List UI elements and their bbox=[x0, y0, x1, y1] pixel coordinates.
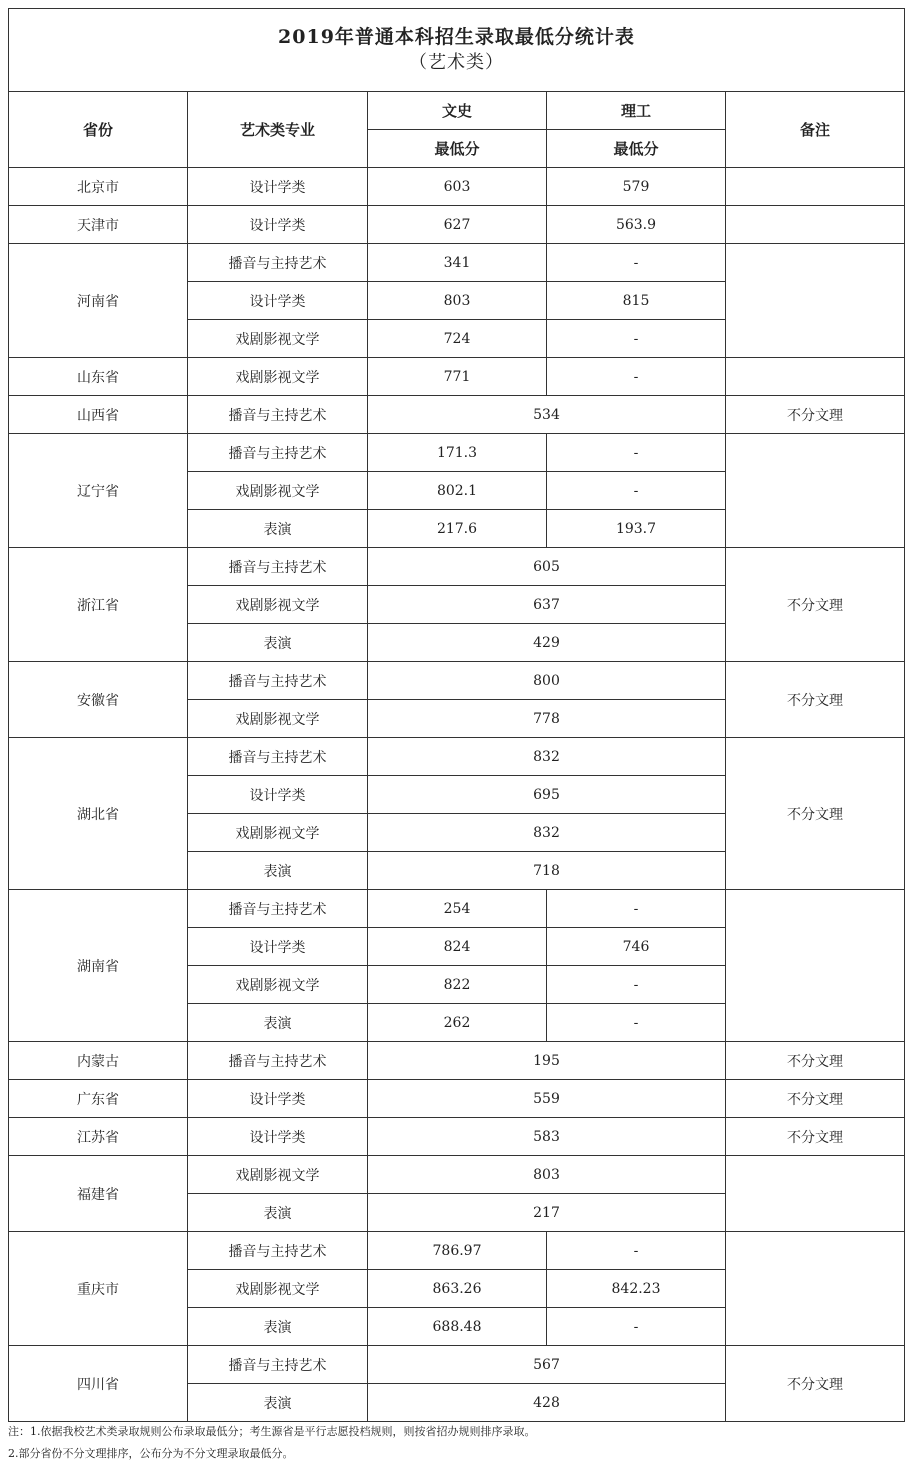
remark-cell: 不分文理 bbox=[726, 738, 905, 890]
combined-score-cell: 605 bbox=[368, 548, 726, 586]
major-cell: 表演 bbox=[188, 624, 368, 662]
province-cell: 山东省 bbox=[9, 358, 188, 396]
table-row bbox=[9, 396, 905, 434]
combined-score-cell: 429 bbox=[368, 624, 726, 662]
combined-score-cell: 695 bbox=[368, 776, 726, 814]
combined-score-cell: 559 bbox=[368, 1080, 726, 1118]
science-score-cell: - bbox=[547, 890, 726, 928]
science-score-cell: - bbox=[547, 320, 726, 358]
combined-score-cell: 778 bbox=[368, 700, 726, 738]
province-cell: 天津市 bbox=[9, 206, 188, 244]
province-cell: 安徽省 bbox=[9, 662, 188, 738]
major-cell: 戏剧影视文学 bbox=[188, 814, 368, 852]
major-cell: 播音与主持艺术 bbox=[188, 662, 368, 700]
science-score-cell: 842.23 bbox=[547, 1270, 726, 1308]
province-cell: 北京市 bbox=[9, 168, 188, 206]
major-cell: 表演 bbox=[188, 1308, 368, 1346]
major-cell: 播音与主持艺术 bbox=[188, 1232, 368, 1270]
science-score-cell: 746 bbox=[547, 928, 726, 966]
liberal-score-cell: 803 bbox=[368, 282, 547, 320]
major-cell: 设计学类 bbox=[188, 1080, 368, 1118]
science-score-cell: - bbox=[547, 358, 726, 396]
province-cell: 福建省 bbox=[9, 1156, 188, 1232]
header-science: 理工 bbox=[547, 92, 726, 130]
liberal-score-cell: 822 bbox=[368, 966, 547, 1004]
province-cell: 山西省 bbox=[9, 396, 188, 434]
header-min-score-liberal: 最低分 bbox=[368, 130, 547, 168]
major-cell: 表演 bbox=[188, 1194, 368, 1232]
header-province: 省份 bbox=[9, 92, 188, 168]
liberal-score-cell: 603 bbox=[368, 168, 547, 206]
footnote-1: 注：1.依据我校艺术类录取规则公布录取最低分；考生源省是平行志愿投档规则，则按省招办规则排序录取。 bbox=[8, 1425, 536, 1438]
major-cell: 播音与主持艺术 bbox=[188, 396, 368, 434]
remark-cell bbox=[726, 244, 905, 358]
header-min-score-science: 最低分 bbox=[547, 130, 726, 168]
remark-cell bbox=[726, 434, 905, 548]
header-major: 艺术类专业 bbox=[188, 92, 368, 168]
province-cell: 辽宁省 bbox=[9, 434, 188, 548]
combined-score-cell: 803 bbox=[368, 1156, 726, 1194]
title-row bbox=[9, 9, 905, 92]
liberal-score-cell: 217.6 bbox=[368, 510, 547, 548]
table-row bbox=[9, 1118, 905, 1156]
combined-score-cell: 195 bbox=[368, 1042, 726, 1080]
liberal-score-cell: 341 bbox=[368, 244, 547, 282]
table-row bbox=[9, 206, 905, 244]
major-cell: 表演 bbox=[188, 1004, 368, 1042]
remark-cell: 不分文理 bbox=[726, 396, 905, 434]
liberal-score-cell: 171.3 bbox=[368, 434, 547, 472]
major-cell: 戏剧影视文学 bbox=[188, 966, 368, 1004]
province-cell: 江苏省 bbox=[9, 1118, 188, 1156]
science-score-cell: 579 bbox=[547, 168, 726, 206]
table-title: 2019年普通本科招生录取最低分统计表 bbox=[278, 26, 635, 48]
combined-score-cell: 718 bbox=[368, 852, 726, 890]
science-score-cell: - bbox=[547, 244, 726, 282]
combined-score-cell: 217 bbox=[368, 1194, 726, 1232]
science-score-cell: 193.7 bbox=[547, 510, 726, 548]
remark-cell bbox=[726, 890, 905, 1042]
major-cell: 播音与主持艺术 bbox=[188, 738, 368, 776]
liberal-score-cell: 824 bbox=[368, 928, 547, 966]
province-cell: 湖北省 bbox=[9, 738, 188, 890]
major-cell: 播音与主持艺术 bbox=[188, 890, 368, 928]
major-cell: 戏剧影视文学 bbox=[188, 320, 368, 358]
major-cell: 设计学类 bbox=[188, 928, 368, 966]
major-cell: 播音与主持艺术 bbox=[188, 434, 368, 472]
province-cell: 河南省 bbox=[9, 244, 188, 358]
major-cell: 播音与主持艺术 bbox=[188, 548, 368, 586]
science-score-cell: - bbox=[547, 1232, 726, 1270]
combined-score-cell: 428 bbox=[368, 1384, 726, 1422]
major-cell: 设计学类 bbox=[188, 282, 368, 320]
remark-cell: 不分文理 bbox=[726, 1080, 905, 1118]
major-cell: 播音与主持艺术 bbox=[188, 1042, 368, 1080]
remark-cell bbox=[726, 1156, 905, 1232]
remark-cell: 不分文理 bbox=[726, 662, 905, 738]
footnotes bbox=[8, 1421, 904, 1465]
table-row bbox=[9, 244, 905, 282]
header-remark: 备注 bbox=[726, 92, 905, 168]
header-row-1 bbox=[9, 92, 905, 130]
major-cell: 戏剧影视文学 bbox=[188, 472, 368, 510]
combined-score-cell: 832 bbox=[368, 738, 726, 776]
combined-score-cell: 800 bbox=[368, 662, 726, 700]
remark-cell: 不分文理 bbox=[726, 1118, 905, 1156]
major-cell: 表演 bbox=[188, 852, 368, 890]
remark-cell bbox=[726, 168, 905, 206]
table-title-cell bbox=[9, 9, 905, 92]
score-sheet bbox=[8, 8, 904, 1422]
table-row bbox=[9, 1042, 905, 1080]
province-cell: 湖南省 bbox=[9, 890, 188, 1042]
major-cell: 戏剧影视文学 bbox=[188, 1270, 368, 1308]
footnote-2: 2.部分省份不分文理排序，公布分为不分文理录取最低分。 bbox=[8, 1447, 294, 1460]
liberal-score-cell: 802.1 bbox=[368, 472, 547, 510]
remark-cell bbox=[726, 1232, 905, 1346]
table-row bbox=[9, 662, 905, 700]
liberal-score-cell: 254 bbox=[368, 890, 547, 928]
table-row bbox=[9, 738, 905, 776]
remark-cell: 不分文理 bbox=[726, 1042, 905, 1080]
major-cell: 戏剧影视文学 bbox=[188, 700, 368, 738]
major-cell: 设计学类 bbox=[188, 776, 368, 814]
table-subtitle: （艺术类） bbox=[409, 52, 504, 73]
major-cell: 播音与主持艺术 bbox=[188, 1346, 368, 1384]
major-cell: 表演 bbox=[188, 1384, 368, 1422]
science-score-cell: - bbox=[547, 1308, 726, 1346]
liberal-score-cell: 771 bbox=[368, 358, 547, 396]
table-row bbox=[9, 434, 905, 472]
remark-cell bbox=[726, 358, 905, 396]
liberal-score-cell: 724 bbox=[368, 320, 547, 358]
combined-score-cell: 583 bbox=[368, 1118, 726, 1156]
combined-score-cell: 832 bbox=[368, 814, 726, 852]
major-cell: 戏剧影视文学 bbox=[188, 586, 368, 624]
table-row bbox=[9, 548, 905, 586]
combined-score-cell: 637 bbox=[368, 586, 726, 624]
table-row bbox=[9, 1232, 905, 1270]
major-cell: 设计学类 bbox=[188, 1118, 368, 1156]
remark-cell bbox=[726, 206, 905, 244]
liberal-score-cell: 786.97 bbox=[368, 1232, 547, 1270]
science-score-cell: - bbox=[547, 472, 726, 510]
major-cell: 表演 bbox=[188, 510, 368, 548]
table-row bbox=[9, 1080, 905, 1118]
header-liberal: 文史 bbox=[368, 92, 547, 130]
liberal-score-cell: 627 bbox=[368, 206, 547, 244]
province-cell: 内蒙古 bbox=[9, 1042, 188, 1080]
liberal-score-cell: 863.26 bbox=[368, 1270, 547, 1308]
liberal-score-cell: 688.48 bbox=[368, 1308, 547, 1346]
table-row bbox=[9, 890, 905, 928]
science-score-cell: - bbox=[547, 966, 726, 1004]
province-cell: 广东省 bbox=[9, 1080, 188, 1118]
science-score-cell: - bbox=[547, 1004, 726, 1042]
combined-score-cell: 534 bbox=[368, 396, 726, 434]
combined-score-cell: 567 bbox=[368, 1346, 726, 1384]
major-cell: 播音与主持艺术 bbox=[188, 244, 368, 282]
science-score-cell: 563.9 bbox=[547, 206, 726, 244]
table-row bbox=[9, 168, 905, 206]
major-cell: 戏剧影视文学 bbox=[188, 1156, 368, 1194]
major-cell: 设计学类 bbox=[188, 168, 368, 206]
remark-cell: 不分文理 bbox=[726, 548, 905, 662]
admission-score-table bbox=[8, 8, 905, 1422]
table-row bbox=[9, 1346, 905, 1384]
major-cell: 戏剧影视文学 bbox=[188, 358, 368, 396]
province-cell: 四川省 bbox=[9, 1346, 188, 1422]
science-score-cell: - bbox=[547, 434, 726, 472]
science-score-cell: 815 bbox=[547, 282, 726, 320]
province-cell: 浙江省 bbox=[9, 548, 188, 662]
table-row bbox=[9, 358, 905, 396]
table-row bbox=[9, 1156, 905, 1194]
major-cell: 设计学类 bbox=[188, 206, 368, 244]
province-cell: 重庆市 bbox=[9, 1232, 188, 1346]
table-body bbox=[9, 9, 905, 1422]
liberal-score-cell: 262 bbox=[368, 1004, 547, 1042]
remark-cell: 不分文理 bbox=[726, 1346, 905, 1422]
